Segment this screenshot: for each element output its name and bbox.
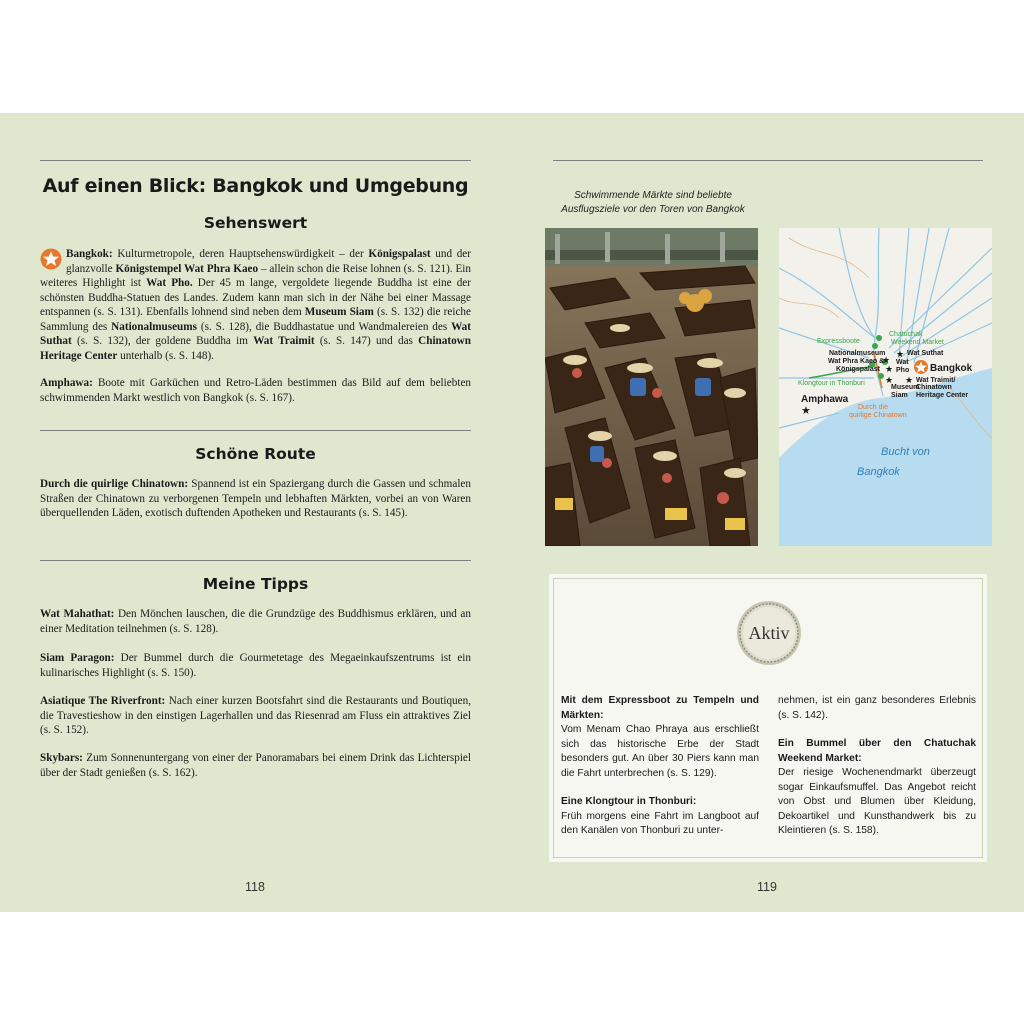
tipp-text: Den Mönchen lauschen, die die Grundzüge des Buddhismus erklären, und an einer Meditation teilnehmen (s. S. 128). [40, 608, 471, 635]
map-label: Wat Traimit/ [916, 377, 956, 384]
text-span: – allein schon die Reise lohnen (s. S. 121). Ein weiteres Highlight ist [40, 262, 471, 289]
heading-meine-tipps: Meine Tipps [202, 575, 309, 593]
map-label: Klongtour in Thonburi [798, 380, 865, 387]
map-water-label: Bucht von [881, 446, 930, 458]
aktiv-entry [561, 694, 759, 781]
map-water-label: Bangkok [857, 466, 900, 478]
aktiv-entry-title: Ein Bummel über den Chatuchak Weekend Market: [778, 738, 976, 764]
aktiv-entry-title: Eine Klongtour in Thonburi: [561, 796, 697, 807]
map-label: Siam [891, 392, 908, 399]
tipp-item [40, 751, 471, 780]
text-span: Kulturmetropole, deren Hauptsehenswürdigkeit – der [112, 248, 369, 260]
aktiv-entry-text: Vom Menam Chao Phraya aus erschließt sich das historische Erbe der Stadt besonders gut. An über 30 Piers kann man die Fahrt unterbrechen (s. S. 129). [561, 724, 759, 779]
bold-span: Wat Suthat [40, 320, 471, 347]
top-rule-right [553, 160, 983, 161]
bold-span: Chinatown Heritage Center [40, 335, 471, 362]
term-amphawa: Amphawa: [40, 377, 93, 389]
map-label: Wat Suthat [907, 350, 944, 357]
map-label: quirlige Chinatown [849, 412, 907, 419]
tipp-text: Der Bummel durch die Gourmetetage des Megaeinkaufszentrums ist ein kulinarisches Highlight (s. S. 150). [40, 652, 471, 679]
text-span: (s. S. 128), die Buddhastatue und Wandmalereien des [196, 320, 452, 333]
caption-line: Ausflugsziele vor den Toren von Bangkok [561, 204, 745, 215]
term-bangkok: Bangkok: [66, 248, 113, 260]
aktiv-column-left [561, 694, 759, 853]
tipp-item [40, 694, 471, 738]
star-icon: ★ [905, 375, 914, 385]
divider-rule [40, 560, 471, 561]
page-number-left: 118 [245, 880, 265, 894]
map-label: Nationalmuseum [829, 350, 886, 357]
bold-span: Nationalmuseums [111, 320, 197, 333]
text-amphawa: Boote mit Garküchen und Retro-Läden bestimmen das Bild auf dem beliebten schwimmenden Markt westlich von Bangkok (s. S. 167). [40, 377, 471, 404]
bangkok-map [779, 228, 992, 546]
tipp-term: Asiatique The Riverfront: [40, 695, 166, 707]
heading-sehenswert: Sehenswert [203, 214, 308, 232]
text-route: Spannend ist ein Spaziergang durch die Gassen und schmalen Straßen der Chinatown zu verborgenen Tempeln und lebhaften Märkten, vorbei an von Waren überquellenden Läden, exotisch duftenden Apotheken und Restaurants (s. S. 145). [40, 478, 471, 519]
aktiv-badge-label: Aktiv [748, 623, 790, 643]
caption-line: Schwimmende Märkte sind beliebte [574, 190, 732, 201]
map-label: Expressboote [817, 338, 860, 345]
map-label: Durch die [858, 404, 888, 411]
map-label: Königspalast [836, 366, 880, 373]
aktiv-entry-text: Der riesige Wochenendmarkt überzeugt sogar Einkaufsmuffel. Das Angebot reicht von Obst und Blumen über Kleidung, Dekoartikel und Kunsthandwerk bis zu Kleintieren (s. S. 158). [778, 767, 976, 836]
tipp-text: Nach einer kurzen Bootsfahrt sind die Restaurants und Boutiquen, die Travestieshow in den einstigen Lagerhallen und das Riesenrad am Fluss ein attraktives Ziel (s. S. 152). [40, 695, 472, 736]
text-span: (s. S. 132) die reiche Sammlung des [40, 306, 471, 333]
star-icon: ★ [885, 364, 894, 374]
map-label: Heritage Center [916, 392, 969, 399]
bold-span: Königspalast [368, 248, 431, 260]
map-label: Wat [896, 359, 909, 366]
star-icon: ★ [896, 349, 905, 359]
star-icon: ★ [885, 375, 894, 385]
aktiv-column-right [778, 694, 976, 853]
page-title: Auf einen Blick: Bangkok und Umgebung [42, 175, 469, 197]
heading-schoene-route: Schöne Route [195, 445, 316, 463]
star-icon: ★ [801, 405, 811, 417]
map-label: Wat Phra Kaeo & [828, 358, 885, 365]
star-icon: ★ [882, 355, 891, 365]
text-span: unterhalb (s. S. 148). [117, 349, 214, 362]
map-label: Weekend Market [891, 339, 944, 346]
text-span: und der glanzvolle [66, 248, 471, 275]
bold-span: Wat Traimit [253, 335, 315, 347]
photo-caption [548, 189, 758, 217]
aktiv-entry [561, 795, 759, 839]
tipp-text: Zum Sonnenuntergang von einer der Panoramabars bei einem Drink das Lichterspiel über der Stadt genießen (s. S. 162). [40, 752, 471, 779]
aktiv-entry-text: Früh morgens eine Fahrt im Langboot auf den Kanälen von Thonburi zu unter- [561, 810, 759, 836]
tipp-item [40, 651, 471, 680]
aktiv-entry-title: Mit dem Expressboot zu Tempeln und Märkten: [561, 695, 759, 721]
text-span: (s. S. 147) und das [314, 335, 419, 347]
tipp-term: Wat Mahathat: [40, 608, 115, 620]
term-route: Durch die quirlige Chinatown: [40, 478, 189, 490]
tipp-item [40, 607, 471, 636]
text-span: Der 45 m lange, vergoldete liegende Buddha ist eine der schönsten Buddha-Statuen des Landes. Zudem kann man sich in der Nähe bei einer Massage entspannen (s. S. 131). Ebenfalls lohnend sind neben dem [40, 277, 471, 318]
aktiv-badge-icon [736, 600, 802, 666]
text-span: (s. S. 132), der goldene Buddha im [71, 335, 254, 347]
map-label: Chinatown [916, 384, 952, 391]
bold-span: Museum Siam [304, 306, 374, 318]
paragraph-amphawa [40, 376, 471, 405]
map-town-label: Amphawa [801, 394, 849, 405]
floating-market-illustration [545, 228, 758, 546]
book-spread [0, 113, 1024, 912]
aktiv-box [546, 571, 990, 865]
paragraph-route [40, 477, 471, 521]
page-number-right: 119 [757, 880, 777, 894]
tipp-term: Skybars: [40, 752, 83, 764]
map-label: Museum [891, 384, 920, 391]
bold-span: Königstempel Wat Phra Kaeo [115, 262, 259, 275]
highlight-star-icon [40, 248, 62, 270]
map-label: Chatuchak [889, 331, 923, 338]
paragraph-bangkok [40, 247, 471, 363]
region-map [779, 228, 992, 546]
map-city-label: Bangkok [930, 363, 973, 374]
bold-span: Wat Pho. [146, 277, 193, 289]
top-rule-left [40, 160, 471, 161]
aktiv-entry [778, 737, 976, 839]
floating-market-photo [545, 228, 758, 546]
tipp-term: Siam Paragon: [40, 652, 115, 664]
aktiv-entry-continued: nehmen, ist ein ganz besonderes Erlebnis (s. S. 142). [778, 695, 976, 721]
divider-rule [40, 430, 471, 431]
map-label: Pho [896, 367, 910, 374]
